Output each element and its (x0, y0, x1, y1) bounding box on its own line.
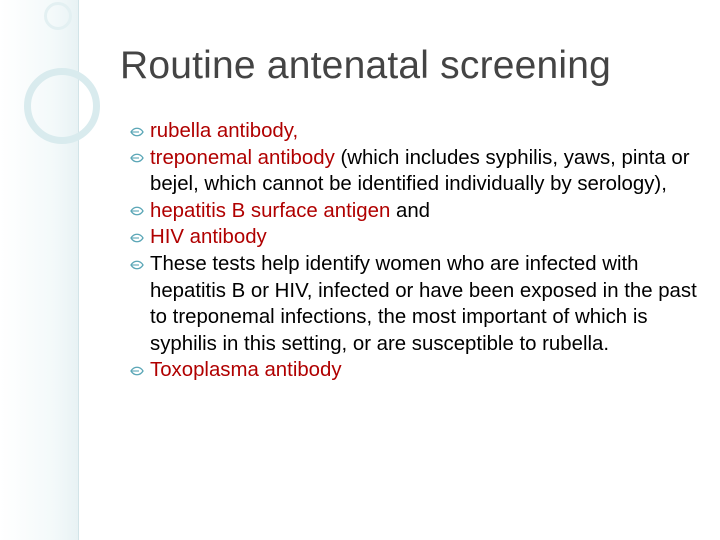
bullet-highlight: hepatitis B surface antigen (150, 199, 391, 222)
leaf-bullet-icon (130, 251, 148, 278)
bullet-text: (which includes syphilis, yaws, pinta or bejel, which cannot be identified individually by serology), (150, 146, 690, 196)
leaf-bullet-icon (130, 224, 148, 251)
leaf-bullet-icon (130, 145, 148, 172)
decorative-ring (44, 2, 72, 30)
bullet-text: These tests help identify women who are infected with hepatitis B or HIV, infected or have been exposed in the past to treponemal infections, the most important of which is syphilis in this setting, or are susceptible to rubella. (150, 252, 697, 355)
slide-title: Routine antenatal screening (120, 44, 612, 87)
bullet-list (132, 118, 707, 384)
bullet-item (132, 357, 707, 384)
bullet-highlight: Toxoplasma antibody (150, 359, 342, 382)
bullet-item (132, 145, 707, 198)
bullet-highlight: rubella antibody, (150, 120, 299, 142)
leaf-bullet-icon (130, 198, 148, 225)
bullet-item (132, 118, 707, 145)
decorative-circle (24, 68, 100, 144)
bullet-item (132, 224, 707, 251)
bullet-item (132, 251, 707, 357)
leaf-bullet-icon (130, 118, 148, 145)
bullet-item (132, 198, 707, 225)
leaf-bullet-icon (130, 357, 148, 384)
bullet-highlight: treponemal antibody (150, 146, 335, 169)
bullet-highlight: HIV antibody (150, 226, 267, 249)
bullet-text: and (390, 199, 430, 222)
